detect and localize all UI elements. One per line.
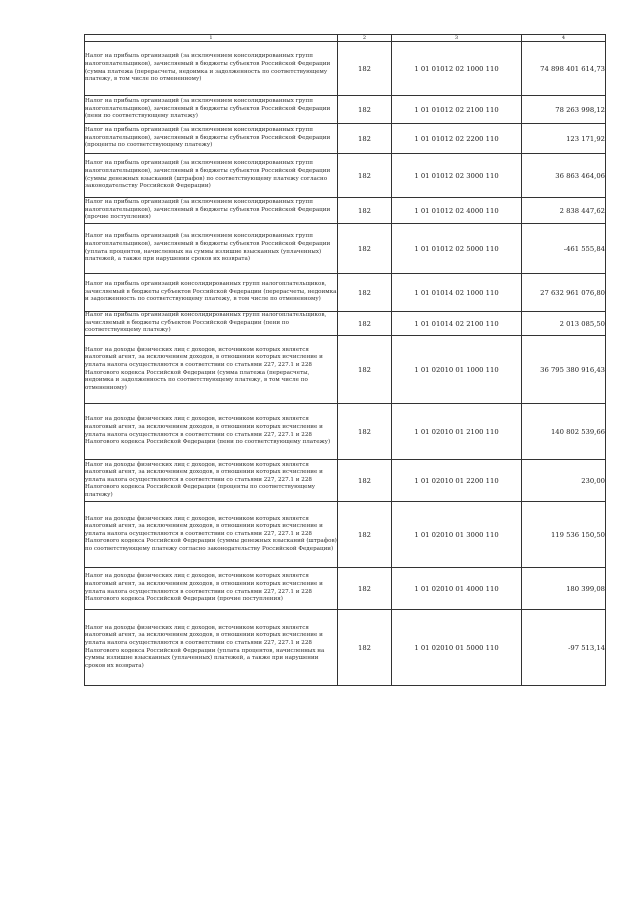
column-number: 3 xyxy=(392,35,522,42)
revenue-description: Налог на доходы физических лиц с доходов, источником которых является налоговый агент, за исключением доходов, в отношении которых исчисление и уплата налога осуществляются в соответствии со статьями 227, 227.1 и 228 Налогового кодекса Российской Федерации (проценты по соответствующему платежу) xyxy=(85,460,338,502)
amount-value: 78 263 998,12 xyxy=(522,96,606,124)
table-row xyxy=(85,274,606,312)
administrator-code: 182 xyxy=(338,336,392,404)
amount-value: 140 802 539,66 xyxy=(522,404,606,460)
amount-value: -461 555,84 xyxy=(522,224,606,274)
amount-value: 123 171,92 xyxy=(522,124,606,154)
administrator-code: 182 xyxy=(338,42,392,96)
revenue-description: Налог на прибыль организаций (за исключением консолидированных групп налогоплательщиков), зачисляемый в бюджеты субъектов Российской Федерации (проценты по соответствующему платежу) xyxy=(85,124,338,154)
table-row xyxy=(85,404,606,460)
revenue-description: Налог на доходы физических лиц с доходов, источником которых является налоговый агент, за исключением доходов, в отношении которых исчисление и уплата налога осуществляются в соответствии со статьями 227, 227.1 и 228 Налогового кодекса Российской Федерации (суммы денежных взысканий (штрафов) по соответствующему платежу согласно законодательству Российской Федерации) xyxy=(85,502,338,568)
revenue-description: Налог на прибыль организаций консолидированных групп налогоплательщиков, зачисляемый в бюджеты субъектов Российской Федерации (пени по соответствующему платежу) xyxy=(85,312,338,336)
revenue-description: Налог на прибыль организаций (за исключением консолидированных групп налогоплательщиков), зачисляемый в бюджеты субъектов Российской Федерации (уплата процентов, начисленных на суммы излишне взысканных (уплаченных) платежей, а также при нарушении сроков их возврата) xyxy=(85,224,338,274)
administrator-code: 182 xyxy=(338,124,392,154)
table-row xyxy=(85,568,606,610)
revenue-description: Налог на доходы физических лиц с доходов, источником которых является налоговый агент, за исключением доходов, в отношении которых исчисление и уплата налога осуществляются в соответствии со статьями 227, 227.1 и 228 Налогового кодекса Российской Федерации (уплата процентов, начисленных на суммы излишне взысканных (уплаченных) платежей, а также при нарушении сроков их возврата) xyxy=(85,610,338,686)
column-number: 1 xyxy=(85,35,338,42)
table-row xyxy=(85,610,606,686)
amount-value: 36 863 464,06 xyxy=(522,154,606,198)
budget-classification-code: 1 01 02010 01 2100 110 xyxy=(392,404,522,460)
table-row xyxy=(85,502,606,568)
budget-classification-code: 1 01 01012 02 2200 110 xyxy=(392,124,522,154)
revenue-table xyxy=(84,34,606,686)
budget-classification-code: 1 01 02010 01 1000 110 xyxy=(392,336,522,404)
amount-value: 27 632 961 076,80 xyxy=(522,274,606,312)
amount-value: 74 898 401 614,73 xyxy=(522,42,606,96)
administrator-code: 182 xyxy=(338,404,392,460)
amount-value: 36 795 380 916,43 xyxy=(522,336,606,404)
table-row xyxy=(85,154,606,198)
administrator-code: 182 xyxy=(338,154,392,198)
table-row xyxy=(85,198,606,224)
revenue-description: Налог на доходы физических лиц с доходов, источником которых является налоговый агент, за исключением доходов, в отношении которых исчисление и уплата налога осуществляются в соответствии со статьями 227, 227.1 и 228 Налогового кодекса Российской Федерации (сумма платежа (перерасчеты, недоимка и задолженность по соответствующему платежу, в том числе по отмененному) xyxy=(85,336,338,404)
administrator-code: 182 xyxy=(338,96,392,124)
revenue-description: Налог на прибыль организаций (за исключением консолидированных групп налогоплательщиков), зачисляемый в бюджеты субъектов Российской Федерации (суммы денежных взысканий (штрафов) по соответствующему платежу согласно законодательству Российской Федерации) xyxy=(85,154,338,198)
administrator-code: 182 xyxy=(338,568,392,610)
table-row xyxy=(85,96,606,124)
amount-value: 2 838 447,62 xyxy=(522,198,606,224)
column-number-row xyxy=(85,35,606,42)
revenue-description: Налог на прибыль организаций (за исключением консолидированных групп налогоплательщиков), зачисляемый в бюджеты субъектов Российской Федерации (прочие поступления) xyxy=(85,198,338,224)
revenue-description: Налог на доходы физических лиц с доходов, источником которых является налоговый агент, за исключением доходов, в отношении которых исчисление и уплата налога осуществляются в соответствии со статьями 227, 227.1 и 228 Налогового кодекса Российской Федерации (прочие поступления) xyxy=(85,568,338,610)
amount-value: 230,00 xyxy=(522,460,606,502)
administrator-code: 182 xyxy=(338,502,392,568)
budget-classification-code: 1 01 02010 01 3000 110 xyxy=(392,502,522,568)
table-row xyxy=(85,42,606,96)
administrator-code: 182 xyxy=(338,224,392,274)
revenue-description: Налог на прибыль организаций (за исключением консолидированных групп налогоплательщиков), зачисляемый в бюджеты субъектов Российской Федерации (пени по соответствующему платежу) xyxy=(85,96,338,124)
amount-value: -97 513,14 xyxy=(522,610,606,686)
budget-classification-code: 1 01 01012 02 2100 110 xyxy=(392,96,522,124)
amount-value: 180 399,08 xyxy=(522,568,606,610)
table-row xyxy=(85,460,606,502)
budget-classification-code: 1 01 02010 01 2200 110 xyxy=(392,460,522,502)
budget-classification-code: 1 01 01012 02 3000 110 xyxy=(392,154,522,198)
revenue-description: Налог на прибыль организаций (за исключением консолидированных групп налогоплательщиков), зачисляемый в бюджеты субъектов Российской Федерации (сумма платежа (перерасчеты, недоимка и задолженность по соответствующему платежу, в том числе по отмененному) xyxy=(85,42,338,96)
table-row xyxy=(85,312,606,336)
budget-classification-code: 1 01 02010 01 5000 110 xyxy=(392,610,522,686)
amount-value: 119 536 150,50 xyxy=(522,502,606,568)
budget-classification-code: 1 01 01014 02 1000 110 xyxy=(392,274,522,312)
revenue-description: Налог на прибыль организаций консолидированных групп налогоплательщиков, зачисляемый в бюджеты субъектов Российской Федерации (перерасчеты, недоимка и задолженность по соответствующему платежу, в том числе по отмененному) xyxy=(85,274,338,312)
table-row xyxy=(85,336,606,404)
administrator-code: 182 xyxy=(338,312,392,336)
table-row xyxy=(85,224,606,274)
column-number: 4 xyxy=(522,35,606,42)
amount-value: 2 013 085,50 xyxy=(522,312,606,336)
revenue-description: Налог на доходы физических лиц с доходов, источником которых является налоговый агент, за исключением доходов, в отношении которых исчисление и уплата налога осуществляются в соответствии со статьями 227, 227.1 и 228 Налогового кодекса Российской Федерации (пени по соответствующему платежу) xyxy=(85,404,338,460)
administrator-code: 182 xyxy=(338,198,392,224)
administrator-code: 182 xyxy=(338,610,392,686)
budget-classification-code: 1 01 01012 02 5000 110 xyxy=(392,224,522,274)
table-row xyxy=(85,124,606,154)
column-number: 2 xyxy=(338,35,392,42)
budget-classification-code: 1 01 01012 02 1000 110 xyxy=(392,42,522,96)
budget-classification-code: 1 01 02010 01 4000 110 xyxy=(392,568,522,610)
administrator-code: 182 xyxy=(338,274,392,312)
budget-classification-code: 1 01 01012 02 4000 110 xyxy=(392,198,522,224)
administrator-code: 182 xyxy=(338,460,392,502)
budget-classification-code: 1 01 01014 02 2100 110 xyxy=(392,312,522,336)
